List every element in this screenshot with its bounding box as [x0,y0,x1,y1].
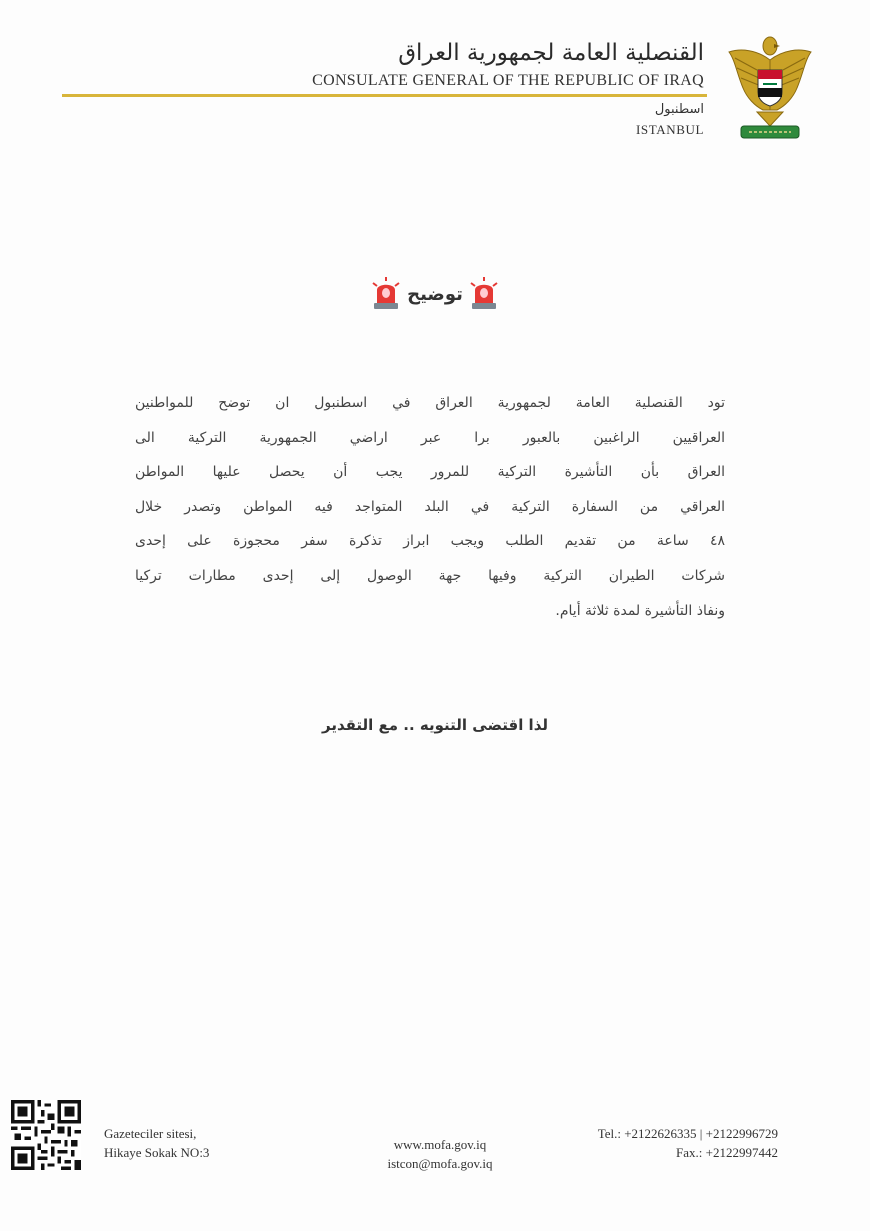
body-line: شركات الطيران التركية وفيها جهة الوصول إلى إحدى مطارات تركيا [135,567,725,584]
telephone-numbers: Tel.: +2122626335 | +2122996729 [597,1126,778,1141]
address-line: Gazeteciler sitesi, [104,1126,197,1141]
footer-phone [598,1124,778,1162]
website-link[interactable]: www.mofa.gov.iq [393,1137,487,1152]
address-line: Hikaye Sokak NO:3 [104,1145,210,1160]
closing-statement: لذا اقتضى التنويه .. مع التقدير [322,716,548,734]
body-line: ونفاذ التأشيرة لمدة ثلاثة أيام. [555,602,725,619]
footer-contact-web [360,1135,520,1173]
iraq-eagle-emblem-icon [727,30,813,142]
city-english: ISTANBUL [635,122,704,137]
qr-code-icon [11,1100,81,1170]
notice-title-row [0,274,870,314]
header-arabic-title: القنصلية العامة لجمهورية العراق [398,40,704,66]
header-divider [62,94,707,97]
notice-title: توضيح [407,283,463,305]
rotating-light-siren-icon [469,277,499,311]
body-line: العراق بأن التأشيرة التركية للمرور يجب أن يحصل عليها المواطن [135,464,725,481]
notice-body [135,386,725,628]
rotating-light-siren-icon [371,277,401,311]
body-line: العراقي من السفارة التركية في البلد المتواجد فيه المواطن وتصدر خلال [135,498,725,515]
body-line: العراقيين الراغبين بالعبور برا عبر اراضي الجمهورية التركية الى [135,429,725,446]
body-line: تود القنصلية العامة لجمهورية العراق في اسطنبول ان توضح للمواطنين [135,395,725,411]
fax-number: Fax.: +2122997442 [676,1145,778,1160]
email-link[interactable]: istcon@mofa.gov.iq [387,1156,493,1171]
header-english-title: CONSULATE GENERAL OF THE REPUBLIC OF IRAQ [312,72,704,89]
city-arabic: اسطنبول [654,102,704,117]
body-line: ٤٨ ساعة من تقديم الطلب ويجب ابراز تذكرة سفر محجوزة على إحدى [135,533,725,550]
footer-address [104,1124,209,1162]
